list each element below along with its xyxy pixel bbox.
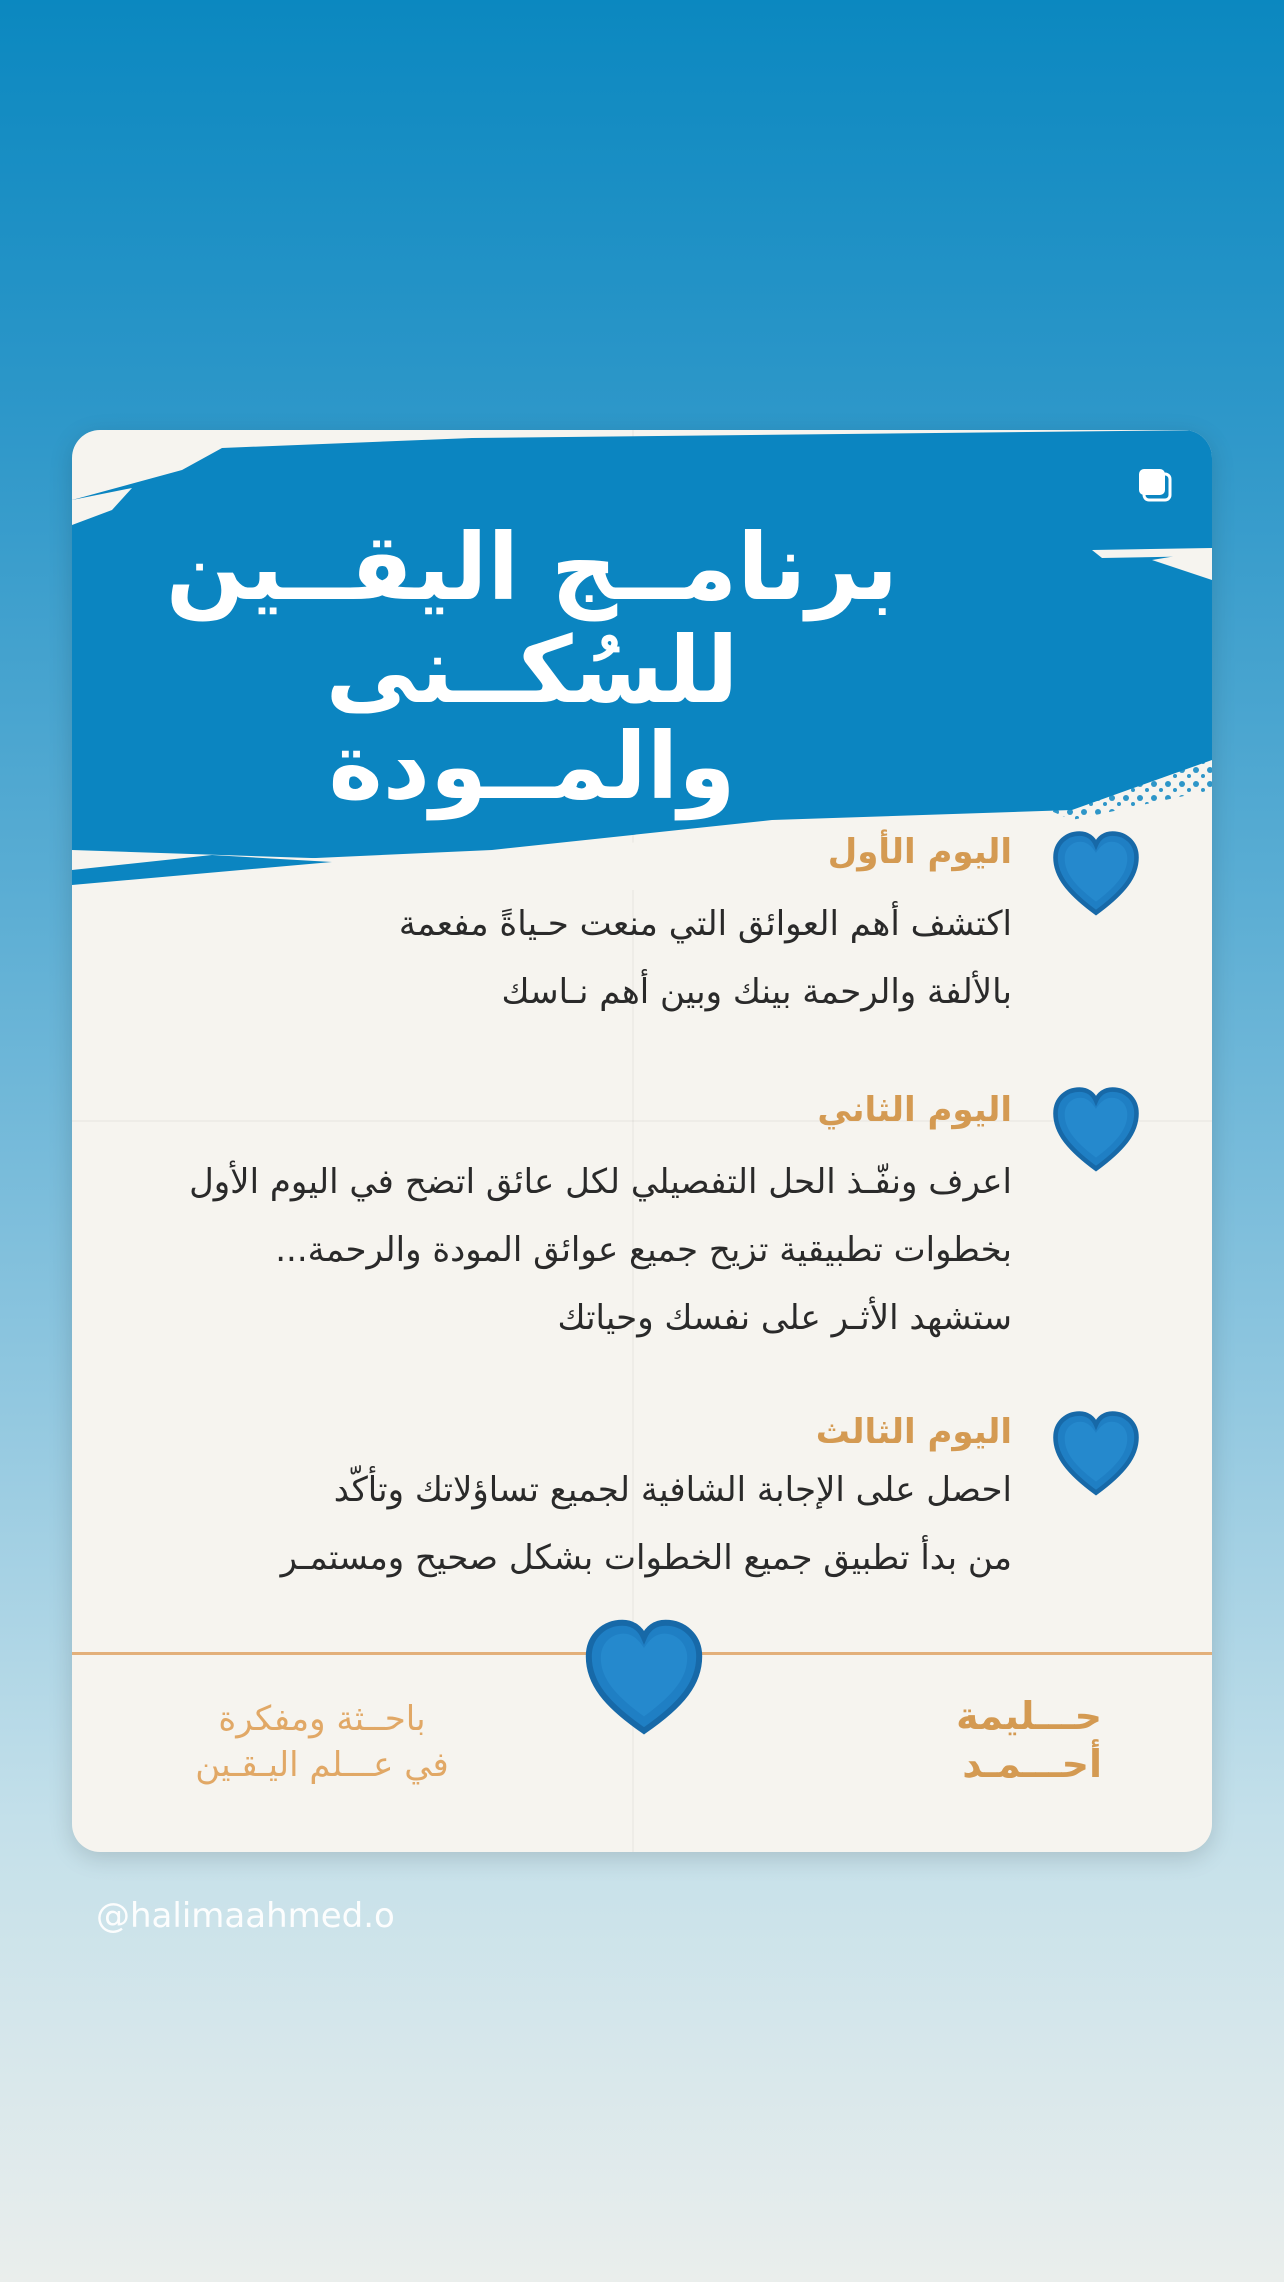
heart-icon — [1050, 1084, 1142, 1176]
day-two-line-1: اعرف ونفّـذ الحل التفصيلي لكل عائق اتضح في اليوم الأول — [189, 1162, 1012, 1202]
day-two-line-3: ستشهد الأثـر على نفسك وحياتك — [557, 1298, 1012, 1338]
day-two-section — [132, 1090, 1012, 1352]
day-three-line-2: من بدأ تطبيق جميع الخطوات بشكل صحيح ومستمـر — [280, 1538, 1012, 1578]
author-desc-line-2: في عـــلم اليـقـين — [195, 1745, 449, 1785]
account-handle-link[interactable]: @halimaahmed.o — [96, 1896, 395, 1936]
day-two-line-2: بخطوات تطبيقية تزيح جميع عوائق المودة والرحمة... — [275, 1230, 1012, 1270]
day-three-section — [132, 1412, 1012, 1592]
poster-title-line2: للسُكــنى والمــودة — [325, 616, 739, 821]
author-name — [956, 1692, 1102, 1788]
heart-icon — [1050, 1408, 1142, 1500]
author-first-name: حـــليمة — [956, 1694, 1102, 1738]
story-post-card[interactable] — [72, 430, 1212, 1852]
day-three-heading: اليوم الثالث — [815, 1412, 1012, 1452]
author-description — [182, 1696, 462, 1788]
author-desc-line-1: باحــثة ومفكرة — [218, 1699, 426, 1739]
multiple-posts-icon[interactable] — [1136, 466, 1176, 506]
day-one-heading: اليوم الأول — [827, 832, 1012, 872]
heart-icon — [582, 1618, 706, 1738]
poster-title-line1: برنامــج اليقــين — [165, 514, 899, 621]
author-last-name: أحـــمـد — [962, 1742, 1102, 1786]
day-three-line-1: احصل على الإجابة الشافية لجميع تساؤلاتك وتأكّد — [333, 1470, 1012, 1510]
day-one-line-2: بالألفة والرحمة بينك وبين أهم نـاسك — [501, 972, 1012, 1012]
day-two-heading: اليوم الثاني — [817, 1090, 1012, 1130]
heart-icon — [1050, 828, 1142, 920]
poster-title — [142, 514, 922, 821]
day-one-line-1: اكتشف أهم العوائق التي منعت حـياةً مفعمة — [398, 904, 1012, 944]
day-one-section — [132, 832, 1012, 1026]
